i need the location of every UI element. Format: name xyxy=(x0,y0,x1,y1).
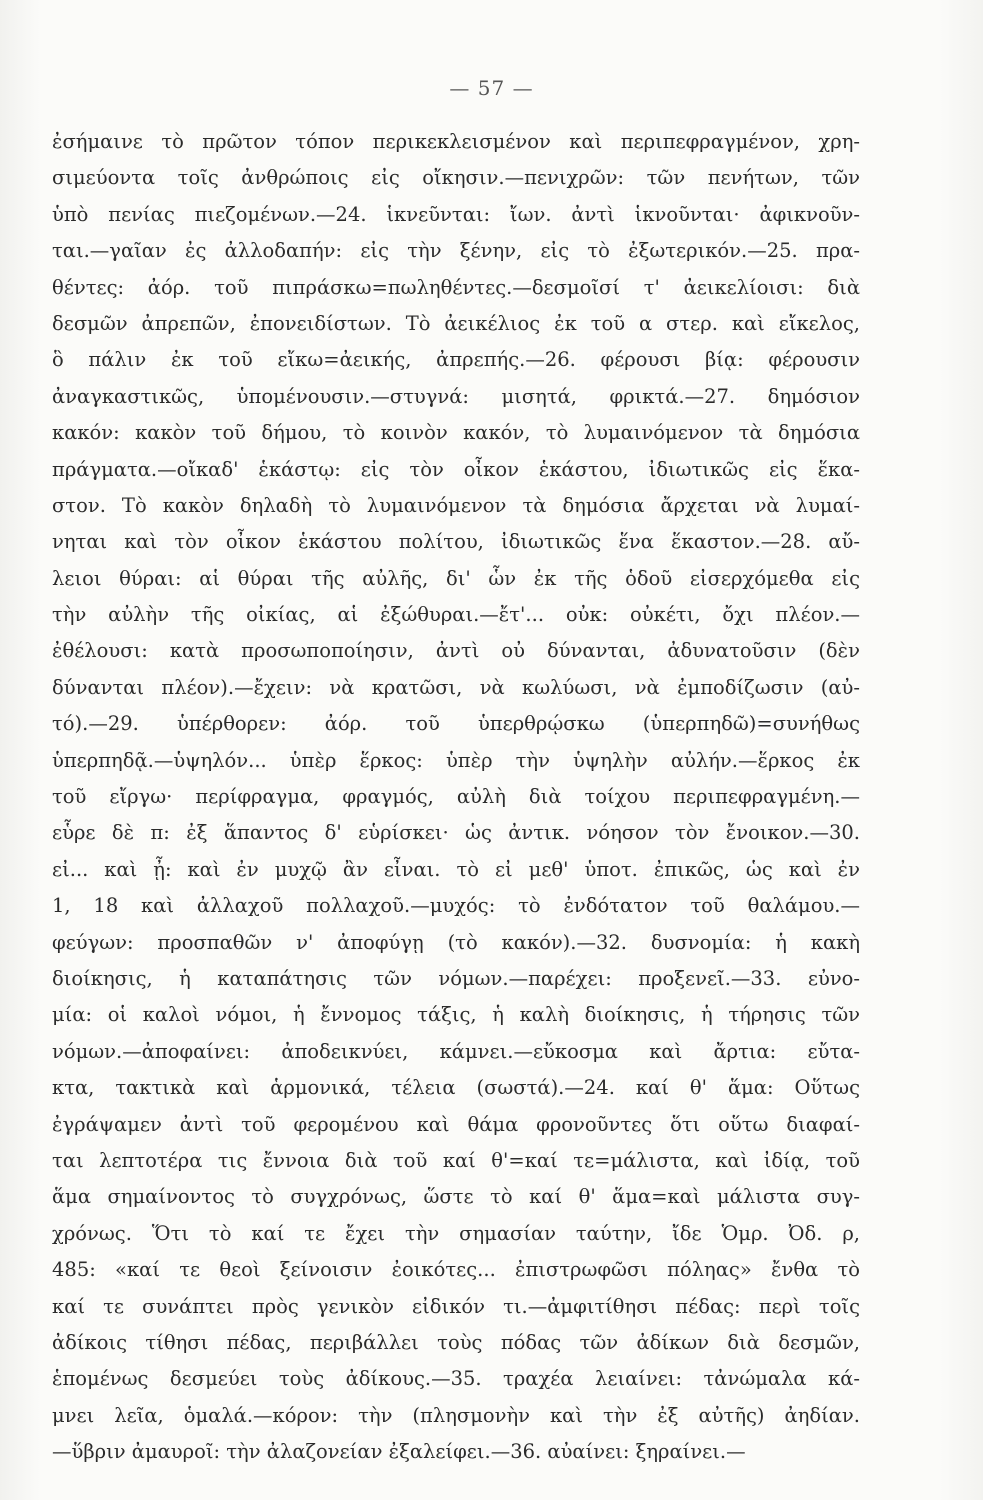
text-line: διοίκησις, ἡ καταπάτησις τῶν νόμων.—παρέχει: προξενεῖ.—33. εὐνο- xyxy=(52,966,860,990)
text-line: λειοι θύραι: αἱ θύραι τῆς αὐλῆς, δι' ὧν ἐκ τῆς ὁδοῦ εἰσερχόμεθα εἰς xyxy=(52,566,860,590)
text-line: ται.—γαῖαν ἐς ἀλλοδαπήν: εἰς τὴν ξένην, εἰς τὸ ἐξωτερικόν.—25. πρα- xyxy=(52,239,860,263)
text-line: ἅμα σημαίνοντος τὸ συγχρόνως, ὥστε τὸ καί θ' ἅμα=καὶ μάλιστα συγ- xyxy=(52,1185,860,1209)
text-line: —ὕβριν ἀμαυροῖ: τὴν ἀλαζονείαν ἐξαλείφει.—36. αὐαίνει: ξηραίνει.— xyxy=(52,1440,746,1464)
text-line: ὑπὸ πενίας πιεζομένων.—24. ἱκνεῦνται: ἴων. ἀντὶ ἱκνοῦνται· ἀφικνοῦν- xyxy=(52,202,860,226)
text-line: τὴν αὐλὴν τῆς οἰκίας, αἱ ἐξώθυραι.—ἔτ'... οὐκ: οὐκέτι, ὄχι πλέον.— xyxy=(52,603,860,627)
text-line: ἑπομένως δεσμεύει τοὺς ἀδίκους.—35. τραχέα λειαίνει: τἀνώμαλα κά- xyxy=(52,1367,860,1391)
text-line: χρόνως. Ὅτι τὸ καί τε ἔχει τὴν σημασίαν ταύτην, ἴδε Ὁμρ. Ὀδ. ρ, xyxy=(52,1221,860,1245)
text-line: ἐγράψαμεν ἀντὶ τοῦ φερομένου καὶ θάμα φρονοῦντες ὅτι οὕτω διαφαί- xyxy=(52,1112,860,1136)
commentary-text xyxy=(52,124,860,1470)
text-line: ται λεπτοτέρα τις ἔννοια διὰ τοῦ καί θ'=καί τε=μάλιστα, καὶ ἰδίᾳ, τοῦ xyxy=(52,1148,860,1172)
text-line: δεσμῶν ἀπρεπῶν, ἐπονειδίστων. Τὸ ἀεικέλιος ἐκ τοῦ α στερ. καὶ εἴκελος, xyxy=(52,311,860,335)
text-line: τό).—29. ὑπέρθορεν: ἀόρ. τοῦ ὑπερθρῴσκω (ὑπερπηδῶ)=συνήθως xyxy=(52,712,860,736)
text-line: ἐσήμαινε τὸ πρῶτον τόπον περικεκλεισμένον καὶ περιπεφραγμένον, χρη- xyxy=(52,130,860,153)
text-line: μία: οἱ καλοὶ νόμοι, ἡ ἔννομος τάξις, ἡ καλὴ διοίκησις, ἡ τήρησις τῶν xyxy=(52,1003,860,1027)
text-line: 1, 18 καὶ ἀλλαχοῦ πολλαχοῦ.—μυχός: τὸ ἐνδότατον τοῦ θαλάμου.— xyxy=(52,894,860,918)
text-line: ἀδίκοις τίθησι πέδας, περιβάλλει τοὺς πόδας τῶν ἀδίκων διὰ δεσμῶν, xyxy=(52,1330,860,1354)
text-line: εἰ... καὶ ᾖ: καὶ ἐν μυχῷ ἂν εἶναι. τὸ εἰ μεθ' ὑποτ. ἐπικῶς, ὡς καὶ ἐν xyxy=(52,857,860,881)
text-line: τοῦ εἴργω· περίφραγμα, φραγμός, αὐλὴ διὰ τοίχου περιπεφραγμένη.— xyxy=(52,785,860,809)
text-line: ἀναγκαστικῶς, ὑπομένουσιν.—στυγνά: μισητά, φρικτά.—27. δημόσιον xyxy=(52,384,860,408)
text-line: ὑπερπηδᾷ.—ὑψηλόν... ὑπὲρ ἕρκος: ὑπὲρ τὴν ὑψηλὴν αὐλήν.—ἕρκος ἐκ xyxy=(52,748,860,772)
text-line: εὗρε δὲ π: ἐξ ἅπαντος δ' εὑρίσκει· ὡς ἀντικ. νόησον τὸν ἔνοικον.—30. xyxy=(52,821,860,845)
text-line: μνει λεῖα, ὁμαλά.—κόρον: τὴν (πλησμονὴν καὶ τὴν ἐξ αὐτῆς) ἀηδίαν. xyxy=(52,1403,860,1427)
page-number: — 57 — xyxy=(449,76,534,100)
text-line: δύνανται πλέον).—ἔχειν: νὰ κρατῶσι, νὰ κωλύωσι, νὰ ἐμποδίζωσιν (αὐ- xyxy=(52,675,860,699)
text-line: 485: «καί τε θεοὶ ξείνοισιν ἐοικότες... ἐπιστρωφῶσι πόληας» ἔνθα τὸ xyxy=(52,1258,860,1282)
text-line: καί τε συνάπτει πρὸς γενικὸν εἰδικόν τι.—ἀμφιτίθησι πέδας: περὶ τοῖς xyxy=(52,1294,860,1318)
text-line: νηται καὶ τὸν οἶκον ἑκάστου πολίτου, ἰδιωτικῶς ἕνα ἕκαστον.—28. αὔ- xyxy=(52,530,860,554)
text-line: νόμων.—ἀποφαίνει: ἀποδεικνύει, κάμνει.—εὔκοσμα καὶ ἄρτια: εὔτα- xyxy=(52,1039,860,1063)
text-line: θέντες: ἀόρ. τοῦ πιπράσκω=πωληθέντες.—δεσμοῖσί τ' ἀεικελίοισι: διὰ xyxy=(52,275,860,299)
text-line: πράγματα.—οἴκαδ' ἑκάστῳ: εἰς τὸν οἶκον ἑκάστου, ἰδιωτικῶς εἰς ἕκα- xyxy=(52,457,860,481)
text-line: στον. Τὸ κακὸν δηλαδὴ τὸ λυμαινόμενον τὰ δημόσια ἄρχεται νὰ λυμαί- xyxy=(52,493,860,517)
text-line: ἐθέλουσι: κατὰ προσωποποίησιν, ἀντὶ οὐ δύνανται, ἀδυνατοῦσιν (δὲν xyxy=(52,639,860,663)
text-line: κακόν: κακὸν τοῦ δήμου, τὸ κοινὸν κακόν, τὸ λυμαινόμενον τὰ δημόσια xyxy=(52,421,860,445)
text-line: φεύγων: προσπαθῶν ν' ἀποφύγῃ (τὸ κακόν).—32. δυσνομία: ἡ κακὴ xyxy=(52,930,860,954)
text-line: ὃ πάλιν ἐκ τοῦ εἴκω=ἀεικής, ἀπρεπής.—26. φέρουσι βίᾳ: φέρουσιν xyxy=(52,348,860,372)
text-line: σιμεύοντα τοῖς ἀνθρώποις εἰς οἴκησιν.—πενιχρῶν: τῶν πενήτων, τῶν xyxy=(52,166,860,190)
text-line: κτα, τακτικὰ καὶ ἁρμονικά, τέλεια (σωστά).—24. καί θ' ἅμα: Οὕτως xyxy=(52,1076,860,1100)
